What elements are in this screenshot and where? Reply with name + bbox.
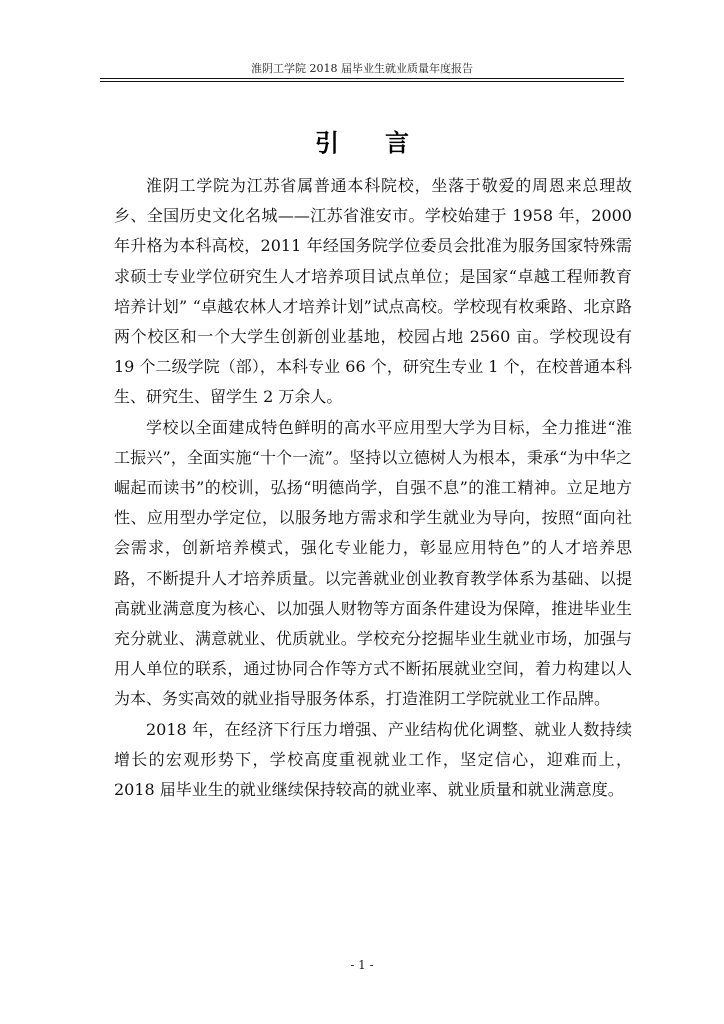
paragraph-2018: 2018 年，在经济下行压力增强、产业结构优化调整、就业人数持续增长的宏观形势下，学校高度重视就业工作，坚定信心，迎难而上，2018 届毕业生的就业继续保持较高的就业率、就业质量和就业满意度。 — [114, 719, 632, 800]
paragraph-mission: 学校以全面建成特色鲜明的高水平应用型大学为目标，全力推进“淮工振兴”，全面实施“十个一流”。坚持以立德树人为根本，秉承“为中华之崛起而读书”的校训，弘扬“明德尚学，自强不息”的淮工精神。立足地方性、应用型办学定位，以服务地方需求和学生就业为导向，按照“面向社会需求，创新培养模式，强化专业能力，彰显应用特色”的人才培养思路，不断提升人才培养质量。以完善就业创业教育教学体系为基础、以提高就业满意度为核心、以加强人财物等方面条件建设为保障，推进毕业生充分就业、满意就业、优质就业。学校充分挖掘毕业生就业市场，加强与用人单位的联系，通过协同合作等方式不断拓展就业空间，着力构建以人为本、务实高效的就业指导服务体系，打造淮阴工学院就业工作品牌。 — [114, 417, 632, 709]
page-number: - 1 - — [350, 958, 374, 972]
paragraph-intro: 淮阴工学院为江苏省属普通本科院校，坐落于敬爱的周恩来总理故乡、全国历史文化名城——江苏省淮安市。学校始建于 1958 年，2000 年升格为本科高校，2011 年经国务院学位委员会批准为服务国家特殊需求硕士专业学位研究生人才培养项目试点单位；是国家“卓越工程师教育培养计划” “卓越农林人才培养计划”试点高校。学校现有枚乘路、北京路两个校区和一个大学生创新创业基地，校园占地 2560 亩。学校现设有 19 个二级学院（部），本科专业 66 个，研究生专业 1 个，在校普通本科生、研究生、留学生 2 万余人。 — [114, 176, 632, 407]
page-title: 引言 — [315, 129, 455, 157]
running-header: 淮阴工学院 2018 届毕业生就业质量年度报告 — [251, 62, 473, 75]
header-divider — [100, 78, 624, 82]
body-text — [114, 171, 632, 805]
